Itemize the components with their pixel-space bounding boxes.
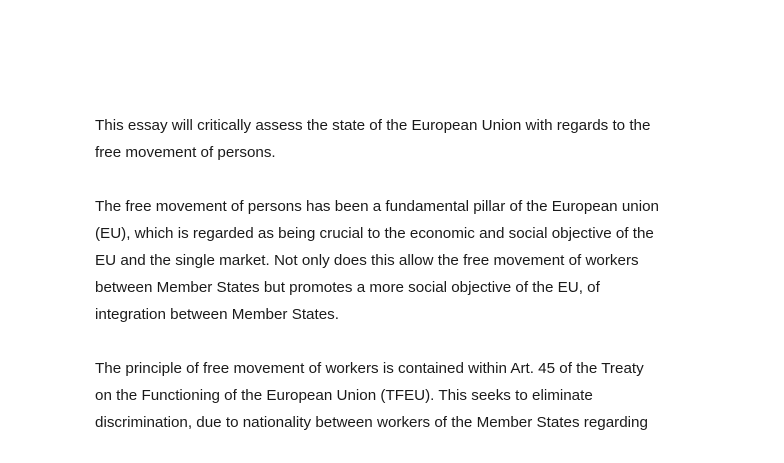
text-line: between Member States but promotes a more social objective of the EU, of <box>95 279 600 296</box>
text-line: integration between Member States. <box>95 306 339 323</box>
text-line: EU and the single market. Not only does this allow the free movement of workers <box>95 252 639 269</box>
paragraph-intro <box>95 112 705 166</box>
text-line: discrimination, due to nationality between workers of the Member States regarding <box>95 414 648 431</box>
paragraph-principle <box>95 355 705 436</box>
text-line: This essay will critically assess the state of the European Union with regards to the <box>95 117 651 134</box>
text-line: free movement of persons. <box>95 144 276 161</box>
text-line: (EU), which is regarded as being crucial to the economic and social objective of the <box>95 225 654 242</box>
text-line: The principle of free movement of workers is contained within Art. 45 of the Treaty <box>95 360 644 377</box>
text-line: The free movement of persons has been a fundamental pillar of the European union <box>95 198 659 215</box>
paragraph-free-movement <box>95 193 705 328</box>
document-body <box>95 112 705 463</box>
text-line: on the Functioning of the European Union (TFEU). This seeks to eliminate <box>95 387 593 404</box>
